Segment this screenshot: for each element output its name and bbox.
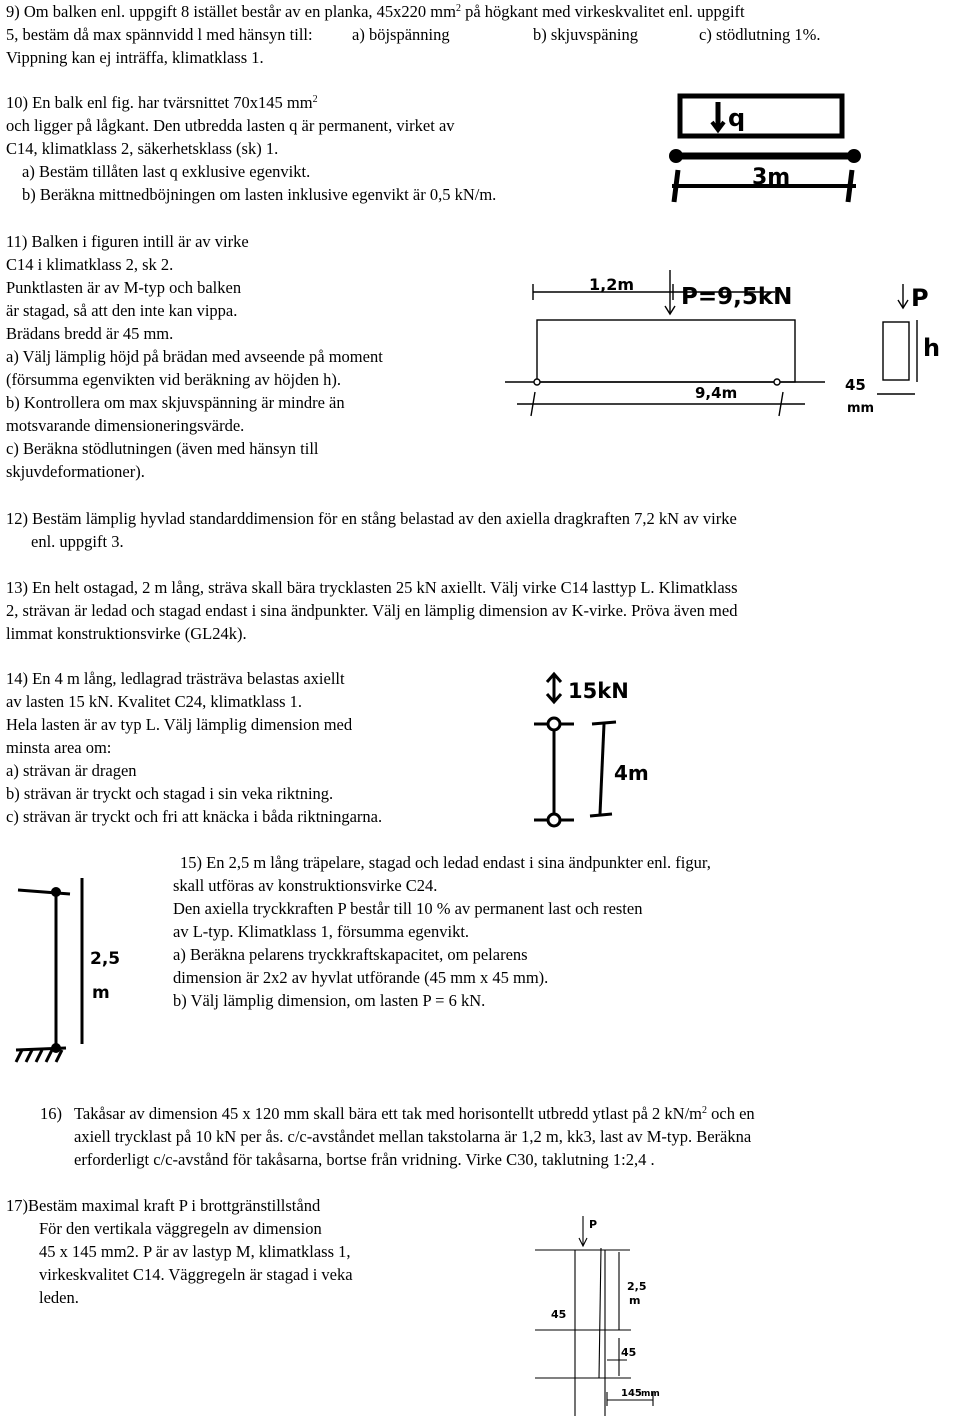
p11-height-label: h [923,334,941,362]
p9-option-c: c) stödlutning 1%. [699,25,821,44]
p12-line2: enl. uppgift 3. [31,532,124,551]
p11-width-label: 45 [845,376,866,394]
p15-line1: 15) En 2,5 m lång träpelare, stagad och ledad endast i sina ändpunkter enl. figur, [180,853,711,872]
p14-load-label: 15kN [568,679,629,703]
p17-stud-figure [535,1210,660,1416]
p14-line6: b) strävan är tryckt och stagad i sin veka riktning. [6,784,334,803]
p9-line3: Vippning kan ej inträffa, klimatklass 1. [6,48,264,67]
p15-length-unit: m [92,983,110,1003]
p10-span-label: 3m [752,165,791,190]
p11-width-unit: mm [847,401,875,416]
p11-line3: Punktlasten är av M-typ och balken [6,278,242,297]
p11-line7: (försumma egenvikten vid beräkning av höjden h). [6,370,341,389]
p11-line2: C14 i klimatklass 2, sk 2. [6,255,174,274]
p13-line2: 2, strävan är ledad och stagad endast i sina ändpunkter. Välj en lämplig dimension av K-virke. Pröva även med [6,601,738,620]
p13-line3: limmat konstruktionsvirke (GL24k). [6,624,247,643]
p14-line2: av lasten 15 kN. Kvalitet C24, klimatklass 1. [6,692,303,711]
p17-length-unit: m [629,1294,641,1307]
p16-line2: axiell trycklast på 10 kN per ås. c/c-avståndet mellan takstolarna är 1,2 m, kk3, last av M-typ. Beräkna [74,1127,752,1146]
p14-length-label: 4m [614,761,649,785]
p17-length-number: 2,5 [627,1280,647,1293]
p15-length-number: 2,5 [90,949,121,969]
p11-line8: b) Kontrollera om max skjuvspänning är mindre än [6,393,345,412]
p15-line3: Den axiella tryckkraften P består till 10 % av permanent last och resten [173,899,643,918]
p9-line1: 9) Om balken enl. uppgift 8 istället består av en planka, 45x220 $mm^2$ på högkant med virkeskvalitet enl. uppgift [6,2,745,21]
p17-line4: virkeskvalitet C14. Väggregeln är stagad i veka [39,1265,353,1284]
p11-line11: skjuvdeformationer). [6,462,145,481]
p14-line7: c) strävan är tryckt och fri att knäcka i båda riktningarna. [6,807,383,826]
p9-option-a: a) böjspänning [352,25,450,44]
p14-line4: minsta area om: [6,738,112,757]
p12-line1: 12) Bestäm lämplig hyvlad standarddimension för en stång belastad av den axiella dragkraften 7,2 kN av virke [6,509,737,528]
p16-line1: Takåsar av dimension 45 x 120 mm skall bära ett tak med horisontellt utbredd ytlast på 2 $kN/m^2$ och en [74,1104,755,1123]
p16-line3: erforderligt c/c-avstånd för takåsarna, bortse från vridning. Virke C30, taklutning 1:2,4 . [74,1150,655,1169]
p11-beam-figure [505,262,960,422]
p17-line5: leden. [39,1288,79,1307]
p15-line6: dimension är 2x2 av hyvlat utförande (45 mm x 45 mm). [173,968,549,987]
p11-load-label: P=9,5kN [681,284,793,310]
p10-line3: C14, klimatklass 2, säkerhetsklass (sk) 1. [6,139,279,158]
p17-depth-label: 145 [621,1388,642,1399]
p10-beam-figure [660,88,860,208]
p11-line10: c) Beräkna stödlutningen (även med hänsyn till [6,439,319,458]
p14-line5: a) strävan är dragen [6,761,137,780]
p11-span-label: 9,4m [695,384,738,402]
p17-line1: 17)Bestäm maximal kraft P i brottgränstillstånd [6,1196,321,1215]
p10-line1: 10) En balk enl fig. har tvärsnittet 70x145 $mm^2$ [6,93,318,112]
p9-option-b: b) skjuvspäning [533,25,638,44]
p11-section-load-label: P [911,284,929,312]
p10-load-label: q [728,104,746,132]
p11-line4: är stagad, så att den inte kan vippa. [6,301,238,320]
p17-line3: 45 x 145 mm2. P är av lastyp M, klimatklass 1, [39,1242,351,1261]
p15-line2: skall utföras av konstruktionsvirke C24. [173,876,438,895]
p14-strut-figure [530,668,650,838]
p14-line3: Hela lasten är av typ L. Välj lämplig dimension med [6,715,353,734]
p11-line1: 11) Balken i figuren intill är av virke [6,232,249,251]
p17-line2: För den vertikala väggregeln av dimension [39,1219,322,1238]
p17-width-label-2: 45 [621,1346,637,1359]
p9-line2: 5, bestäm då max spännvidd l med hänsyn till: [6,25,313,44]
p11-line5: Brädans bredd är 45 mm. [6,324,174,343]
p10-line4: a) Bestäm tillåten last q exklusive egenvikt. [22,162,311,181]
p17-width-label-1: 45 [551,1308,567,1321]
p17-load-label: P [589,1218,598,1231]
p10-line2: och ligger på lågkant. Den utbredda lasten q är permanent, virket av [6,116,455,135]
p15-line5: a) Beräkna pelarens tryckkraftskapacitet, om pelarens [173,945,528,964]
p13-line1: 13) En helt ostagad, 2 m lång, sträva skall bära trycklasten 25 kN axiellt. Välj virke C14 lasttyp L. Klimatklass [6,578,738,597]
p17-depth-unit: mm [641,1389,660,1399]
p14-line1: 14) En 4 m lång, ledlagrad trästräva belastas axiellt [6,669,345,688]
p11-distance-label: 1,2m [589,275,635,294]
p15-line4: av L-typ. Klimatklass 1, försumma egenvikt. [173,922,470,941]
p15-line7: b) Välj lämplig dimension, om lasten P = 6 kN. [173,991,486,1010]
p10-load-block [680,96,842,136]
p11-beam [537,320,795,382]
p16-number: 16) [40,1104,62,1123]
p10-line5: b) Beräkna mittnedböjningen om lasten inklusive egenvikt är 0,5 kN/m. [22,185,497,204]
p11-line9: motsvarande dimensioneringsvärde. [6,416,245,435]
p15-column-figure [10,868,130,1068]
p11-cross-section [883,322,909,380]
p11-line6: a) Välj lämplig höjd på brädan med avseende på moment [6,347,383,366]
